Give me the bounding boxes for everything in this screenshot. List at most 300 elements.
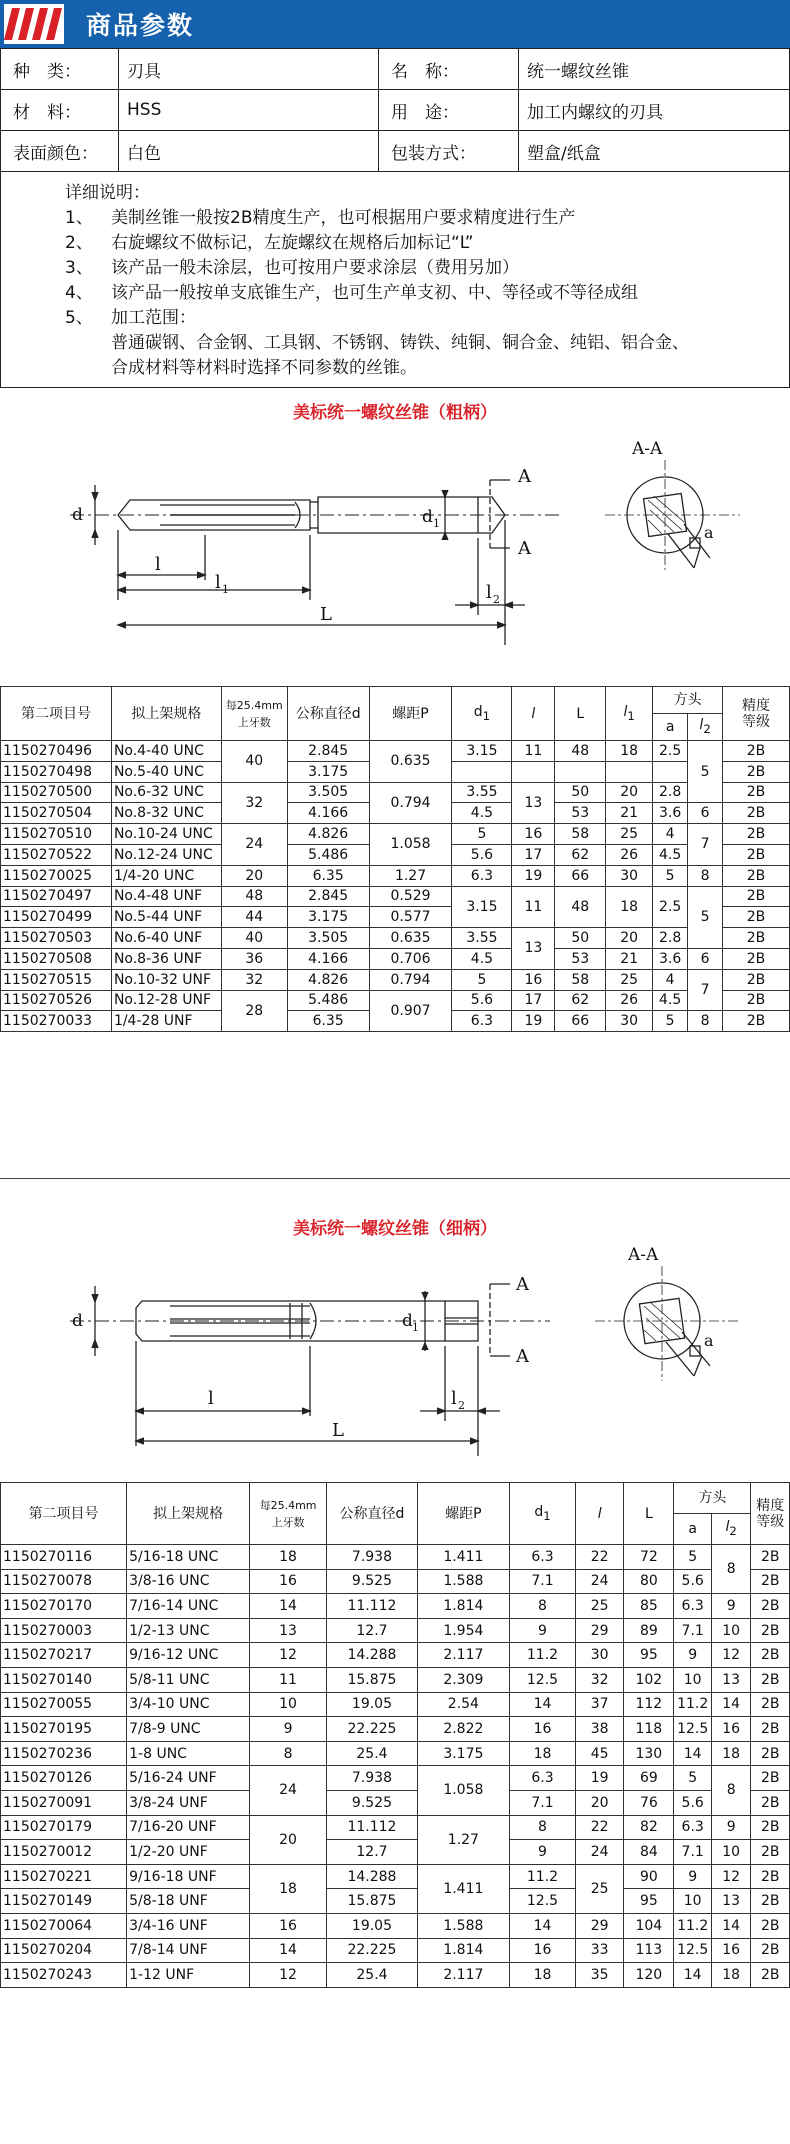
cell-dia: 12.7 xyxy=(327,1618,418,1643)
cell-code: 1150270498 xyxy=(1,761,112,782)
cell-pitch: 1.058 xyxy=(369,824,452,866)
cell-code: 1150270217 xyxy=(1,1643,127,1668)
cell-grade: 2B xyxy=(723,907,790,928)
cell-dia: 6.35 xyxy=(287,865,369,886)
cell-l: 24 xyxy=(576,1569,624,1594)
col-header-pitch: 螺距P xyxy=(369,687,452,741)
col-header-square: 方头 xyxy=(653,687,723,714)
cell-tpi: 14 xyxy=(250,1938,327,1963)
cell-l2: 10 xyxy=(711,1840,751,1865)
cell-pitch: 2.117 xyxy=(417,1643,509,1668)
cell-a: 9 xyxy=(674,1643,711,1668)
cell-l2: 14 xyxy=(711,1913,751,1938)
cell-a: 10 xyxy=(674,1667,711,1692)
cell-L: 130 xyxy=(624,1741,674,1766)
cell-dia: 12.7 xyxy=(327,1840,418,1865)
cell-pitch: 0.706 xyxy=(369,948,452,969)
cell-grade: 2B xyxy=(751,1766,790,1791)
cell-d1: 3.55 xyxy=(452,782,512,803)
tap-diagram-fine xyxy=(50,1246,750,1476)
cell-l: 16 xyxy=(512,969,555,990)
d1-text: d xyxy=(534,1503,544,1520)
cell-pitch: 0.794 xyxy=(369,782,452,824)
col-header-code: 第二项目号 xyxy=(1,687,112,741)
cell-l2: 6 xyxy=(688,948,723,969)
cell-l: 11 xyxy=(512,741,555,762)
label-l2-sub: 2 xyxy=(458,1399,465,1412)
param-value: 统一螺纹丝锥 xyxy=(519,49,790,90)
col-header-name: 拟上架规格 xyxy=(111,687,221,741)
cell-grade: 2B xyxy=(723,782,790,803)
cell-dia: 4.826 xyxy=(287,969,369,990)
cell-dia: 7.938 xyxy=(327,1766,418,1791)
col-header-sq-a: a xyxy=(674,1514,711,1545)
cell-tpi: 44 xyxy=(221,907,287,928)
param-table xyxy=(0,48,790,172)
cell-pitch: 1.411 xyxy=(417,1545,509,1570)
label-a-top: A xyxy=(516,1274,529,1295)
cell-tpi: 12 xyxy=(250,1643,327,1668)
col-header-name: 拟上架规格 xyxy=(127,1483,250,1545)
cell-l1: 25 xyxy=(606,824,653,845)
col-header-grade xyxy=(723,687,790,741)
table-row xyxy=(1,928,790,949)
cell-code: 1150270504 xyxy=(1,803,112,824)
cell-code: 1150270522 xyxy=(1,844,112,865)
cell-name: 1/4-20 UNC xyxy=(111,865,221,886)
table-row xyxy=(1,1594,790,1619)
label-a-top: A xyxy=(518,466,531,487)
detail-num: 4、 xyxy=(65,283,93,303)
cell-name: No.6-40 UNF xyxy=(111,928,221,949)
table-row xyxy=(1,1717,790,1742)
label-d1: d xyxy=(422,507,433,527)
cell-d1: 6.3 xyxy=(509,1545,575,1570)
cell-grade: 2B xyxy=(723,761,790,782)
cell-tpi: 10 xyxy=(250,1692,327,1717)
cell-L: 112 xyxy=(624,1692,674,1717)
cell-a: 5 xyxy=(653,1011,688,1032)
cell-L: 90 xyxy=(624,1864,674,1889)
table-row xyxy=(1,1963,790,1988)
cell-tpi: 18 xyxy=(250,1545,327,1570)
label-d1-sub: 1 xyxy=(433,517,440,530)
cell-dia: 25.4 xyxy=(327,1741,418,1766)
cell-l1: 21 xyxy=(606,948,653,969)
table-row xyxy=(1,948,790,969)
cell-pitch: 2.117 xyxy=(417,1963,509,1988)
cell-a: 3.6 xyxy=(653,803,688,824)
cell-l2: 12 xyxy=(711,1864,751,1889)
cell-d1: 8 xyxy=(509,1594,575,1619)
cell-a: 11.2 xyxy=(674,1913,711,1938)
cell-l: 19 xyxy=(512,865,555,886)
cell-name: No.10-32 UNF xyxy=(111,969,221,990)
cell-l2: 9 xyxy=(711,1815,751,1840)
cell-grade: 2B xyxy=(751,1594,790,1619)
cell-code: 1150270195 xyxy=(1,1717,127,1742)
cell-L: 50 xyxy=(555,928,606,949)
l1-text: l xyxy=(623,703,628,720)
cell-d1: 18 xyxy=(509,1963,575,1988)
label-a-bottom: A xyxy=(516,1346,529,1367)
cell-dia: 4.166 xyxy=(287,803,369,824)
cell-code: 1150270012 xyxy=(1,1840,127,1865)
cell-dia: 25.4 xyxy=(327,1963,418,1988)
cell-l: 35 xyxy=(576,1963,624,1988)
tpi-bottom: 上牙数 xyxy=(271,1515,305,1529)
cell-L: 53 xyxy=(555,803,606,824)
param-label: 种 类： xyxy=(1,49,119,90)
table-row xyxy=(1,1889,790,1914)
cell-name: 7/8-14 UNF xyxy=(127,1938,250,1963)
l1-sub: 1 xyxy=(627,708,635,723)
param-label: 名 称： xyxy=(379,49,519,90)
col-header-big-l: L xyxy=(555,687,606,741)
col-header-l: l xyxy=(576,1483,624,1545)
cell-L: 104 xyxy=(624,1913,674,1938)
table-row xyxy=(1,1815,790,1840)
cell-name: 1/2-20 UNF xyxy=(127,1840,250,1865)
cell-d1: 5.6 xyxy=(452,844,512,865)
cell-l1: 25 xyxy=(606,969,653,990)
cell-grade: 2B xyxy=(723,969,790,990)
cell-l1: 18 xyxy=(606,741,653,762)
cell-pitch: 3.175 xyxy=(417,1741,509,1766)
cell-l2: 7 xyxy=(688,969,723,1011)
cell-l2: 13 xyxy=(711,1889,751,1914)
detail-item xyxy=(65,206,789,231)
cell-l: 32 xyxy=(576,1667,624,1692)
tpi-top: 每25.4mm xyxy=(259,1498,317,1512)
cell-L: 66 xyxy=(555,865,606,886)
cell-l1: 30 xyxy=(606,1011,653,1032)
cell-dia: 9.525 xyxy=(327,1569,418,1594)
cell-tpi: 13 xyxy=(250,1618,327,1643)
cell-name: 7/16-20 UNF xyxy=(127,1815,250,1840)
cell-L: 48 xyxy=(555,886,606,928)
cell-code: 1150270170 xyxy=(1,1594,127,1619)
table-row xyxy=(1,1938,790,1963)
l2-text: l xyxy=(699,717,704,734)
table-row xyxy=(1,1643,790,1668)
cell-l: 13 xyxy=(512,928,555,970)
cell-grade: 2B xyxy=(751,1618,790,1643)
col-header-tpi xyxy=(250,1483,327,1545)
cell-grade: 2B xyxy=(751,1643,790,1668)
cell-l2: 8 xyxy=(688,1011,723,1032)
param-value: HSS xyxy=(119,90,379,131)
cell-a: 7.1 xyxy=(674,1618,711,1643)
cell-d1: 12.5 xyxy=(509,1667,575,1692)
cell-l: 45 xyxy=(576,1741,624,1766)
cell-code: 1150270078 xyxy=(1,1569,127,1594)
table-row xyxy=(1,782,790,803)
cell-grade: 2B xyxy=(723,803,790,824)
cell-a: 12.5 xyxy=(674,1938,711,1963)
cell-code: 1150270055 xyxy=(1,1692,127,1717)
cell-a: 6.3 xyxy=(674,1815,711,1840)
cell-d1: 9 xyxy=(509,1618,575,1643)
cell-dia: 4.826 xyxy=(287,824,369,845)
cell-l: 19 xyxy=(512,1011,555,1032)
table-row xyxy=(1,1790,790,1815)
grade-bottom: 等级 xyxy=(742,713,771,730)
cell-pitch: 1.954 xyxy=(417,1618,509,1643)
cell-dia: 5.486 xyxy=(287,990,369,1011)
detail-text: 美制丝锥一般按2B精度生产，也可根据用户要求精度进行生产 xyxy=(111,208,576,228)
cell-name: 9/16-18 UNF xyxy=(127,1864,250,1889)
param-value: 白色 xyxy=(119,131,379,172)
cell-pitch: 2.54 xyxy=(417,1692,509,1717)
cell-a: 4 xyxy=(653,969,688,990)
cell-code: 1150270510 xyxy=(1,824,112,845)
cell-d1: 6.3 xyxy=(452,865,512,886)
cell-tpi: 28 xyxy=(221,990,287,1032)
cell-tpi: 20 xyxy=(250,1815,327,1864)
cell-code: 1150270025 xyxy=(1,865,112,886)
col-header-d1 xyxy=(452,687,512,741)
cell-L: 62 xyxy=(555,844,606,865)
cell-L: 95 xyxy=(624,1643,674,1668)
cell-name: No.12-24 UNC xyxy=(111,844,221,865)
cell-dia: 15.875 xyxy=(327,1889,418,1914)
cell-a: 14 xyxy=(674,1963,711,1988)
detail-item xyxy=(65,281,789,306)
table-row xyxy=(1,865,790,886)
cell-a: 3.6 xyxy=(653,948,688,969)
cell-grade: 2B xyxy=(723,1011,790,1032)
cell-grade: 2B xyxy=(751,1717,790,1742)
cell-pitch: 0.529 xyxy=(369,886,452,907)
cell-L: 62 xyxy=(555,990,606,1011)
cell-l: 22 xyxy=(576,1815,624,1840)
cell-d1: 16 xyxy=(509,1938,575,1963)
cell-a: 2.5 xyxy=(653,741,688,762)
cell-dia: 19.05 xyxy=(327,1692,418,1717)
label-d: d xyxy=(72,1311,83,1331)
cell-dia: 5.486 xyxy=(287,844,369,865)
table-row xyxy=(1,990,790,1011)
detail-num: 2、 xyxy=(65,233,93,253)
l2-sub: 2 xyxy=(703,721,711,736)
table-row xyxy=(1,1913,790,1938)
cell-l1: 18 xyxy=(606,886,653,928)
cell-grade: 2B xyxy=(723,928,790,949)
cell-L: 72 xyxy=(624,1545,674,1570)
cell-name: No.4-40 UNC xyxy=(111,741,221,762)
cell-code: 1150270515 xyxy=(1,969,112,990)
cell-tpi: 11 xyxy=(250,1667,327,1692)
cell-pitch: 0.794 xyxy=(369,969,452,990)
param-label: 用 途： xyxy=(379,90,519,131)
cell-l: 13 xyxy=(512,782,555,824)
d1-sub: 1 xyxy=(543,1508,551,1523)
cell-a: 4.5 xyxy=(653,844,688,865)
cell-l: 17 xyxy=(512,844,555,865)
cell-grade: 2B xyxy=(751,1692,790,1717)
cell-a: 2.8 xyxy=(653,928,688,949)
table-row xyxy=(1,1692,790,1717)
cell-code: 1150270499 xyxy=(1,907,112,928)
d1-sub: 1 xyxy=(482,708,491,723)
table-row xyxy=(1,824,790,845)
cell-d1: 3.55 xyxy=(452,928,512,949)
page-header xyxy=(0,0,790,48)
cell-pitch: 2.309 xyxy=(417,1667,509,1692)
cell-code: 1150270508 xyxy=(1,948,112,969)
cell-grade: 2B xyxy=(723,865,790,886)
d1-text: d xyxy=(473,703,483,720)
cell-grade: 2B xyxy=(751,1963,790,1988)
table-row xyxy=(1,969,790,990)
cell-d1: 3.15 xyxy=(452,741,512,762)
cell-a: 11.2 xyxy=(674,1692,711,1717)
cell-a: 4.5 xyxy=(653,990,688,1011)
cell-dia: 22.225 xyxy=(327,1938,418,1963)
cell-a: 6.3 xyxy=(674,1594,711,1619)
label-d1: d xyxy=(402,1311,413,1331)
cell-d1: 14 xyxy=(509,1692,575,1717)
cell-tpi: 32 xyxy=(221,782,287,824)
cell-d1: 5 xyxy=(452,824,512,845)
cell-pitch: 0.635 xyxy=(369,928,452,949)
cell-d1: 11.2 xyxy=(509,1864,575,1889)
cell-l2: 14 xyxy=(711,1692,751,1717)
cell-d1: 4.5 xyxy=(452,948,512,969)
param-label: 表面颜色： xyxy=(1,131,119,172)
param-value: 塑盒/纸盒 xyxy=(519,131,790,172)
cell-l: 30 xyxy=(576,1643,624,1668)
param-value: 刃具 xyxy=(119,49,379,90)
detail-num: 5、 xyxy=(65,308,93,328)
cell-tpi: 14 xyxy=(250,1594,327,1619)
cell-tpi: 16 xyxy=(250,1569,327,1594)
label-aa: A-A xyxy=(632,439,663,459)
cell-a: 2.5 xyxy=(653,886,688,928)
cell-d1: 5 xyxy=(452,969,512,990)
cell-name: 7/8-9 UNC xyxy=(127,1717,250,1742)
brand-logo xyxy=(0,0,66,48)
cell-tpi: 36 xyxy=(221,948,287,969)
cell-l: 24 xyxy=(576,1840,624,1865)
cell-pitch: 1.814 xyxy=(417,1938,509,1963)
label-l2: l xyxy=(486,582,492,603)
table-row xyxy=(1,886,790,907)
cell-l2: 8 xyxy=(711,1766,751,1815)
cell-pitch: 1.588 xyxy=(417,1913,509,1938)
cell-l2: 16 xyxy=(711,1717,751,1742)
cell-grade: 2B xyxy=(751,1938,790,1963)
cell-l: 33 xyxy=(576,1938,624,1963)
cell-code: 1150270497 xyxy=(1,886,112,907)
cell-l2: 8 xyxy=(711,1545,751,1594)
cell-pitch: 1.27 xyxy=(369,865,452,886)
cell-dia: 6.35 xyxy=(287,1011,369,1032)
cell-l2: 12 xyxy=(711,1643,751,1668)
tap-diagram-coarse xyxy=(50,430,750,650)
cell-l: 25 xyxy=(576,1594,624,1619)
cell-tpi: 24 xyxy=(221,824,287,866)
cell-grade: 2B xyxy=(751,1741,790,1766)
table-row xyxy=(1,1667,790,1692)
grade-top: 精度 xyxy=(742,697,771,714)
cell-grade: 2B xyxy=(751,1840,790,1865)
l2-text: l xyxy=(725,1519,730,1536)
cell-tpi: 32 xyxy=(221,969,287,990)
label-square-a: a xyxy=(704,523,714,542)
cell-dia: 7.938 xyxy=(327,1545,418,1570)
cell-a: 5.6 xyxy=(674,1790,711,1815)
cell-code: 1150270116 xyxy=(1,1545,127,1570)
cell-tpi: 40 xyxy=(221,928,287,949)
detail-heading: 详细说明： xyxy=(65,183,150,203)
label-big-l: L xyxy=(332,1420,344,1441)
cell-grade: 2B xyxy=(723,990,790,1011)
cell-d1: 7.1 xyxy=(509,1569,575,1594)
cell-d1: 14 xyxy=(509,1913,575,1938)
detail-item xyxy=(65,306,789,331)
l2-sub: 2 xyxy=(729,1523,737,1538)
cell-d1: 7.1 xyxy=(509,1790,575,1815)
cell-l2: 18 xyxy=(711,1963,751,1988)
cell-d1: 16 xyxy=(509,1717,575,1742)
cell-l2: 16 xyxy=(711,1938,751,1963)
col-header-sq-l2 xyxy=(711,1514,751,1545)
cell-L: 48 xyxy=(555,741,606,762)
range-line: 合成材料等材料时选择不同参数的丝锥。 xyxy=(111,358,417,378)
cell-l2: 6 xyxy=(688,803,723,824)
cell-name: 1-12 UNF xyxy=(127,1963,250,1988)
cell-grade: 2B xyxy=(751,1815,790,1840)
cell-l: 17 xyxy=(512,990,555,1011)
cell-grade: 2B xyxy=(723,886,790,907)
cell-L: 69 xyxy=(624,1766,674,1791)
cell-a: 5 xyxy=(674,1545,711,1570)
col-header-grade xyxy=(751,1483,790,1545)
table-row xyxy=(1,1766,790,1791)
cell-grade: 2B xyxy=(723,844,790,865)
label-l: l xyxy=(208,1388,214,1409)
cell-code: 1150270243 xyxy=(1,1963,127,1988)
cell-code: 1150270496 xyxy=(1,741,112,762)
cell-dia: 22.225 xyxy=(327,1717,418,1742)
cell-L: 53 xyxy=(555,948,606,969)
cell-l2: 5 xyxy=(688,741,723,803)
range-line: 普通碳钢、合金钢、工具钢、不锈钢、铸铁、纯铜、铜合金、纯铝、铝合金、 xyxy=(111,333,689,353)
col-header-d1 xyxy=(509,1483,575,1545)
col-header-dia: 公称直径d xyxy=(287,687,369,741)
cell-d1: 12.5 xyxy=(509,1889,575,1914)
label-l1-sub: 1 xyxy=(222,583,229,596)
detail-num: 3、 xyxy=(65,258,93,278)
cell-name: 5/8-11 UNC xyxy=(127,1667,250,1692)
col-header-dia: 公称直径d xyxy=(327,1483,418,1545)
cell-code: 1150270236 xyxy=(1,1741,127,1766)
table-row xyxy=(1,1618,790,1643)
cell-dia: 3.505 xyxy=(287,782,369,803)
cell-a: 14 xyxy=(674,1741,711,1766)
cell-pitch: 1.411 xyxy=(417,1864,509,1913)
label-l2-sub: 2 xyxy=(493,593,500,606)
cell-a: 4 xyxy=(653,824,688,845)
col-header-tpi xyxy=(221,687,287,741)
cell-a: 2.8 xyxy=(653,782,688,803)
cell-l1: 20 xyxy=(606,782,653,803)
cell-name: No.8-36 UNF xyxy=(111,948,221,969)
cell-grade: 2B xyxy=(751,1569,790,1594)
label-big-l: L xyxy=(320,604,332,625)
